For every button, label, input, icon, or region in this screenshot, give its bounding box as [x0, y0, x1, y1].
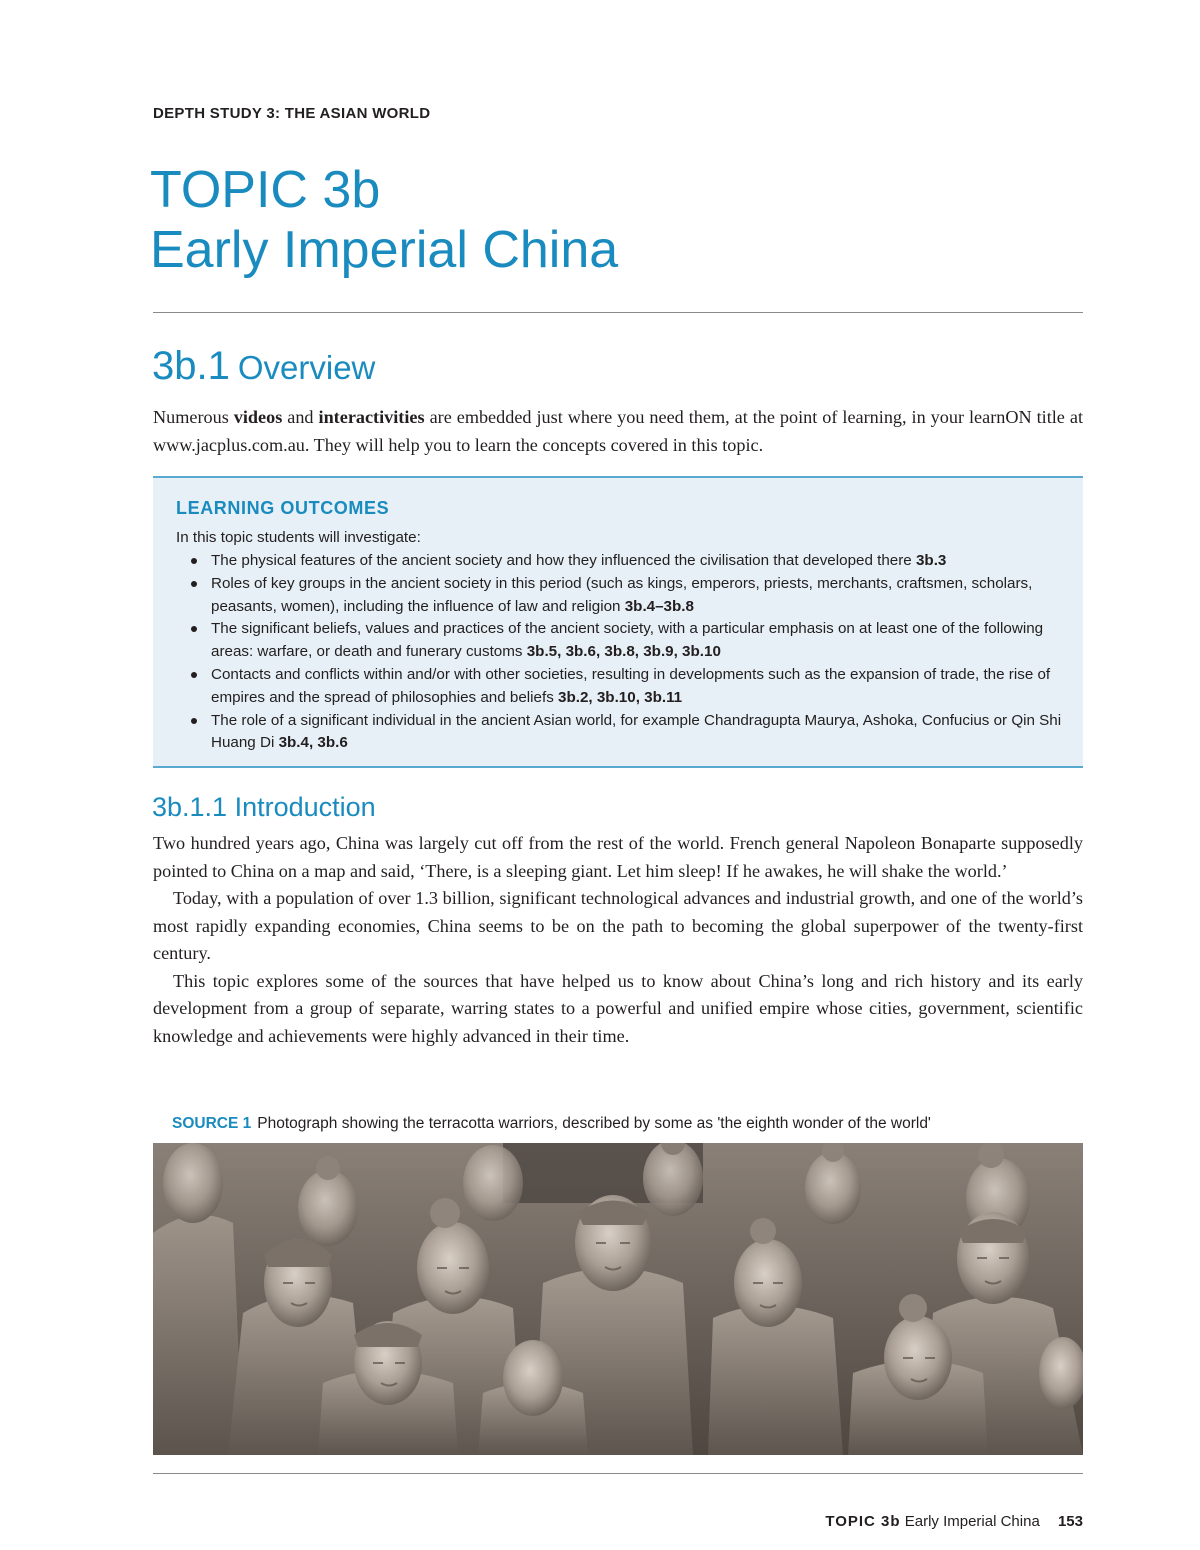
source-label: SOURCE 1	[172, 1115, 252, 1132]
topic-title	[150, 160, 618, 280]
learning-outcomes-box	[153, 476, 1083, 768]
terracotta-warriors-image	[153, 1143, 1083, 1455]
footer-divider	[153, 1473, 1083, 1474]
overview-label: Overview	[237, 349, 376, 386]
outcome-ref: 3b.3	[915, 552, 947, 569]
outcome-ref: 3b.2, 3b.10, 3b.11	[558, 688, 683, 706]
footer-topic: TOPIC 3b	[825, 1513, 901, 1530]
learning-outcome-item	[191, 618, 1071, 664]
learning-outcomes-title: LEARNING OUTCOMES	[176, 498, 390, 518]
source-caption-text: Photograph showing the terracotta warriors, described by some as 'the eighth wonder of the world'	[257, 1115, 931, 1132]
bullet-icon	[191, 558, 197, 564]
intro-paragraph: Two hundred years ago, China was largely cut off from the rest of the world. French general Napoleon Bonaparte supposedly pointed to China on a map and said, ‘There, is a sleeping giant. Let him sleep! If he awakes, he will shake the world.’	[153, 833, 1083, 881]
learning-outcome-item	[191, 710, 1071, 756]
outcome-ref: 3b.4, 3b.6	[278, 734, 348, 752]
outcome-ref: 3b.5, 3b.6, 3b.8, 3b.9, 3b.10	[526, 643, 721, 661]
footer-title: Early Imperial China	[904, 1513, 1040, 1530]
bullet-icon	[191, 626, 197, 632]
bullet-icon	[191, 718, 197, 724]
learning-outcomes-intro: In this topic students will investigate:	[176, 529, 421, 546]
topic-name: Early Imperial China	[150, 221, 619, 279]
overview-interactivities-keyword: interactivities	[318, 407, 425, 427]
overview-videos-keyword: videos	[233, 407, 283, 427]
overview-text-3: are embedded just where you need them, at the point of learning, in your learnON title at www.jacplus.com.au. They will help you to learn the concepts covered in this topic.	[153, 407, 1083, 455]
learning-outcomes-list	[191, 550, 1071, 755]
outcome-text: Contacts and conflicts within and/or with other societies, resulting in developments such as the expansion of trade, the rise of empires and the spread of philosophies and beliefs	[211, 665, 1051, 706]
source-caption	[172, 1115, 931, 1133]
learning-outcome-item	[191, 573, 1071, 619]
intro-paragraph: Today, with a population of over 1.3 billion, significant technological advances and industrial growth, and one of the world’s most rapidly expanding economies, China seems to be on the path to becoming the global superpower of the twenty-first century.	[153, 888, 1083, 963]
overview-paragraph	[153, 404, 1083, 459]
page-footer	[825, 1513, 1083, 1530]
outcome-text: The role of a significant individual in the ancient Asian world, for example Chandragupta Maurya, Ashoka, Confucius or Qin Shi Huang Di	[211, 711, 1062, 752]
learning-outcome-item	[191, 550, 1071, 573]
outcome-ref: 3b.4–3b.8	[624, 597, 694, 615]
bullet-icon	[191, 672, 197, 678]
intro-paragraph: This topic explores some of the sources that have helped us to know about China’s long and rich history and its early development from a group of separate, warring states to a powerful and unified empire whose cities, government, scientific knowledge and achievements were highly advanced in their time.	[153, 970, 1083, 1046]
outcome-text: Roles of key groups in the ancient society in this period (such as kings, emperors, priests, merchants, craftsmen, scholars, peasants, women), including the influence of law and religion	[211, 574, 1033, 615]
overview-number: 3b.1	[152, 344, 230, 388]
terracotta-warriors-photo	[153, 1143, 1083, 1455]
overview-text-1: Numerous	[153, 407, 229, 427]
page-number: 153	[1057, 1513, 1083, 1530]
depth-study-kicker: DEPTH STUDY 3: THE ASIAN WORLD	[153, 105, 431, 122]
introduction-heading: 3b.1.1 Introduction	[152, 792, 376, 822]
outcome-text: The significant beliefs, values and practices of the ancient society, with a particular emphasis on at least one of the following areas: warfare, or death and funerary customs	[211, 620, 1044, 661]
title-divider	[153, 312, 1083, 313]
introduction-body	[153, 830, 1083, 1050]
overview-text-2: and	[287, 407, 314, 427]
bullet-icon	[191, 581, 197, 587]
learning-outcome-item	[191, 664, 1071, 710]
overview-heading	[152, 344, 375, 389]
topic-number: TOPIC 3b	[150, 161, 381, 219]
outcome-text: The physical features of the ancient society and how they influenced the civilisation that developed there	[211, 552, 912, 569]
